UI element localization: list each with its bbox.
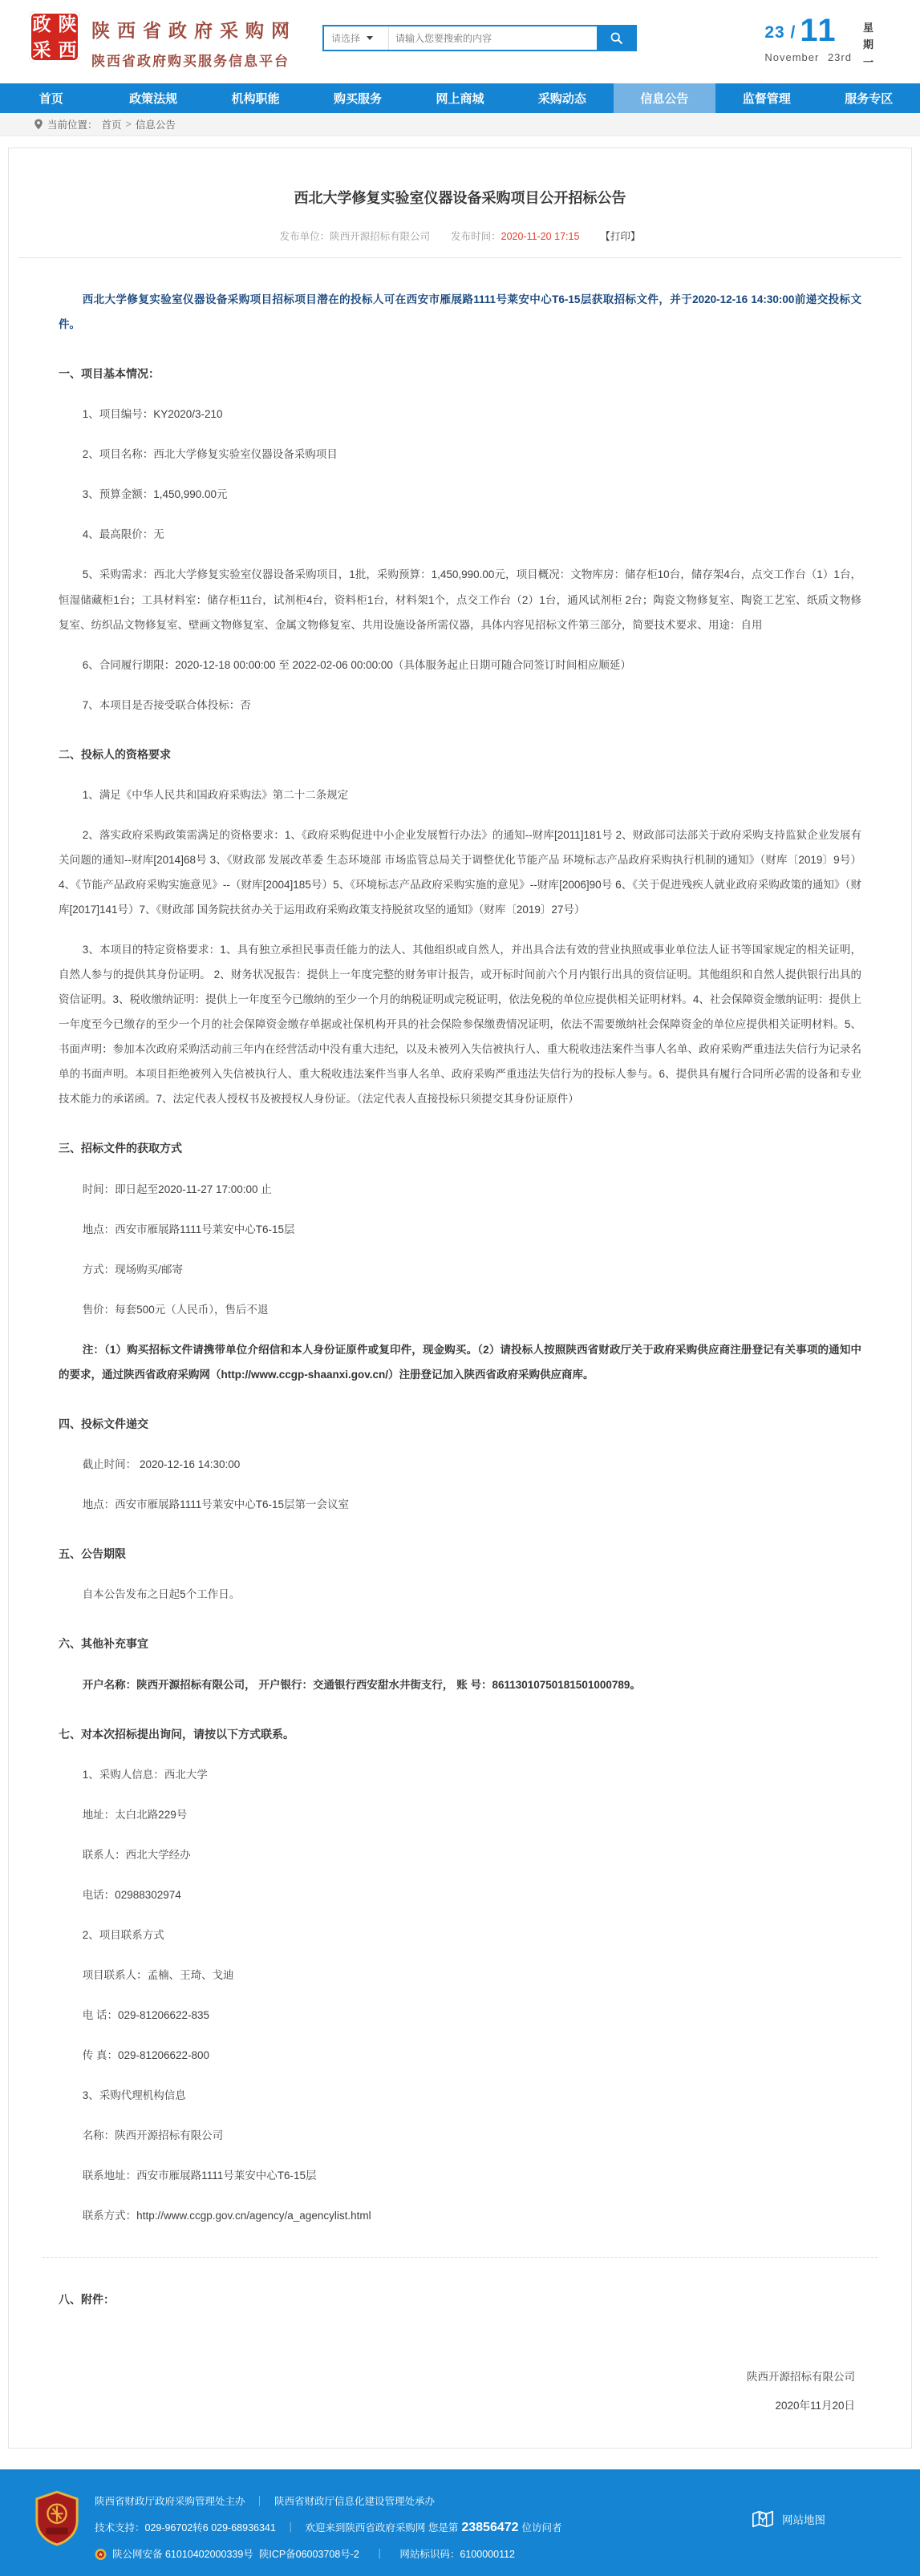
date-sub bbox=[764, 51, 852, 63]
breadcrumb-prefix: 当前位置： bbox=[47, 119, 98, 131]
sitemap-icon bbox=[751, 2508, 775, 2530]
date-day: 23 / bbox=[764, 23, 796, 42]
footer-welcome-suffix: 位访问者 bbox=[521, 2522, 562, 2534]
site-subtitle: 陕西省政府购买服务信息平台 bbox=[91, 54, 290, 69]
article-paragraph: 售价：每套500元（人民币），售后不退 bbox=[82, 1303, 269, 1316]
article-paragraph: 项目联系人：孟楠、王琦、戈迪 bbox=[82, 1969, 234, 1982]
meta-divider bbox=[18, 257, 902, 258]
sitemap-label: 网站地图 bbox=[782, 2514, 825, 2527]
article-paragraph: 联系人：西北大学经办 bbox=[82, 1848, 191, 1861]
date-month-name: November bbox=[764, 51, 820, 63]
signature-company: 陕西开源招标有限公司 bbox=[747, 2370, 855, 2383]
publisher-name: 陕西开源招标有限公司 bbox=[330, 231, 431, 242]
site-titles bbox=[91, 16, 297, 70]
publisher-label: 发布单位： bbox=[279, 231, 330, 242]
article-paragraph: 注：（1）购买招标文件请携带单位介绍信和本人身份证原件或复印件，现金购买。（2）请投标人按照陕西省财政厅关于政府采购供应商注册登记有关事项的通知中的要求，通过陕西省政府采购网（http://www.ccgp-shaanxi.gov.cn/）注册登记加入陕西省政府采购供应商库。 bbox=[59, 1343, 861, 1381]
site-logo bbox=[29, 11, 80, 63]
article-paragraph: 3、预算金额：1,450,990.00元 bbox=[82, 488, 228, 501]
section-heading: 四、投标文件递交 bbox=[59, 1417, 148, 1430]
article-paragraph: 2、项目联系方式 bbox=[82, 1929, 164, 1942]
article-paragraph: 1、项目编号：KY2020/3-210 bbox=[82, 408, 223, 421]
article-paragraph: 6、合同履行期限：2020-12-18 00:00:00 至 2022-02-06 00:00:00（具体服务起止日期可随合同签订时间相应顺延） bbox=[82, 658, 631, 671]
article-paragraph: 地点：西安市雁展路1111号莱安中心T6-15层 bbox=[82, 1223, 295, 1235]
section-heading: 八、附件： bbox=[59, 2293, 115, 2307]
breadcrumb-separator: > bbox=[125, 119, 132, 130]
article-paragraph: 1、采购人信息：西北大学 bbox=[82, 1768, 208, 1781]
print-button[interactable]: 【打印】 bbox=[600, 231, 641, 242]
breadcrumb-home-link[interactable]: 首页 bbox=[101, 119, 122, 131]
date-main bbox=[764, 13, 852, 49]
footer-co-organizer: 陕西省财政厅信息化建设管理处承办 bbox=[274, 2496, 436, 2508]
logo-char: 西 bbox=[58, 38, 77, 60]
beian-police-number[interactable]: 陕公网安备 61010402000339号 bbox=[112, 2549, 253, 2561]
date-day-ordinal: 23rd bbox=[827, 51, 852, 63]
date-weekday: 星 期 一 bbox=[862, 22, 873, 68]
article-paragraph: 电话：02988302974 bbox=[82, 1889, 181, 1901]
article-paragraph: 传 真：029-81206622-800 bbox=[82, 2049, 210, 2062]
nav-item-首页[interactable]: 首页 bbox=[39, 92, 63, 106]
logo-char: 政 bbox=[32, 13, 51, 34]
article-paragraph: 方式：现场购买/邮寄 bbox=[82, 1263, 183, 1276]
signature-block bbox=[59, 2363, 861, 2421]
breadcrumb-current: 信息公告 bbox=[135, 119, 176, 131]
nav-item-机构职能[interactable]: 机构职能 bbox=[231, 92, 280, 106]
nav-item-政策法规[interactable]: 政策法规 bbox=[129, 92, 178, 106]
search-select-label: 请选择 bbox=[331, 33, 361, 44]
top-header bbox=[0, 0, 920, 83]
article-meta bbox=[59, 228, 861, 243]
article-paragraph: 联系方式：http://www.ccgp.gov.cn/agency/a_agencylist.html bbox=[82, 2210, 371, 2222]
footer-welcome-prefix: 欢迎来到陕西省政府采购网 您是第 bbox=[305, 2522, 459, 2534]
date-widget bbox=[764, 13, 873, 71]
section-divider bbox=[43, 2257, 877, 2258]
search-icon bbox=[610, 31, 623, 45]
nav-item-采购动态[interactable]: 采购动态 bbox=[537, 92, 586, 106]
nav-item-信息公告[interactable]: 信息公告 bbox=[614, 83, 715, 113]
article-paragraph: 联系地址：西安市雁展路1111号莱安中心T6-15层 bbox=[82, 2170, 317, 2182]
section-heading: 五、公告期限 bbox=[59, 1547, 126, 1561]
breadcrumb bbox=[0, 113, 920, 136]
footer-tech-support: 技术支持：029-96702转6 029-68936341 bbox=[95, 2522, 276, 2534]
article-paragraph: 2、落实政府采购政策需满足的资格要求：1、《政府采购促进中小企业发展暂行办法》的通知--财库[2011]181号 2、财政部司法部关于政府采购支持监狱企业发展有关问题的通知--财库[2014]68号 3、《财政部 发展改革委 生态环境部 市场监管总局关于调整优化节能产品 环境标志产品政府采购执行机制的通知》（财库〔2019〕9号）4、《节能产品政府采购实施意见》--（财库[2004]185号）5、《环境标志产品政府采购实施的意见》--财库[2006]90号 6、《关于促进残疾人就业政府采购政策的通知》（财库[2017]141号）7、《财政部 国务院扶贫办关于运用政府采购政策支持脱贫攻坚的通知》（财库〔2019〕27号） bbox=[59, 828, 861, 916]
publish-time-label: 发布时间： bbox=[451, 231, 501, 242]
site-footer bbox=[0, 2469, 920, 2576]
section-heading: 七、对本次招标提出询问，请按以下方式联系。 bbox=[59, 1727, 294, 1741]
article-paragraph: 地点：西安市雁展路1111号莱安中心T6-15层第一会议室 bbox=[82, 1498, 349, 1511]
chevron-down-icon bbox=[367, 36, 373, 40]
announcement-card bbox=[8, 148, 912, 2449]
article-paragraph: 地址：太白北路229号 bbox=[82, 1808, 188, 1821]
visitor-count: 23856472 bbox=[461, 2521, 519, 2535]
logo-char: 陕 bbox=[58, 13, 77, 34]
section-heading: 三、招标文件的获取方式 bbox=[59, 1142, 182, 1155]
page-title: 西北大学修复实验室仪器设备采购项目公开招标公告 bbox=[294, 190, 626, 206]
article-body bbox=[59, 287, 861, 2313]
article-paragraph: 时间：即日起至2020-11-27 17:00:00 止 bbox=[82, 1183, 272, 1195]
beian-icp-number[interactable]: 陕ICP备06003708号-2 bbox=[258, 2549, 359, 2561]
nav-item-服务专区[interactable]: 服务专区 bbox=[845, 92, 894, 106]
article-paragraph: 5、采购需求：西北大学修复实验室仪器设备采购项目，1批，采购预算：1,450,990.00元，项目概况：文物库房：储存柜10台，储存架4台，点交工作台（1）1台，恒湿储藏柜1台；工具材料室：储存柜11台，试剂柜4台，资料柜1台，材料架1个，点交工作台（2）1台，通风试剂柜 2台；陶瓷文物修复室、陶瓷工艺室、纸质文物修复室、纺织品文物修复室、壁画文物修复室、金属文物修复室、共用设施设备所需仪器，具体内容见招标文件第三部分，简要技术要求、用途：自用 bbox=[59, 568, 861, 631]
article-paragraph: 电 话：029-81206622-835 bbox=[82, 2009, 210, 2022]
footer-beian-line: 陕公网安备 61010402000339号 陕ICP备06003708号-2 ｜ 网站标识码：6100000112 bbox=[95, 2543, 920, 2566]
article-paragraph: 西北大学修复实验室仪器设备采购项目招标项目潜在的投标人可在西安市雁展路1111号莱安中心T6-15层获取招标文件，并于2020-12-16 14:30:00前递交投标文件。 bbox=[59, 293, 861, 331]
section-heading: 六、其他补充事宜 bbox=[59, 1637, 148, 1651]
article-paragraph: 开户名称：陕西开源招标有限公司， 开户银行：交通银行西安甜水井街支行， 账 号：86113010750181501000789。 bbox=[82, 1678, 641, 1691]
date-month: 11 bbox=[800, 13, 837, 48]
article-paragraph: 3、采购代理机构信息 bbox=[82, 2089, 186, 2102]
search-bar bbox=[322, 25, 637, 51]
site-code: 网站标识码：6100000112 bbox=[399, 2549, 515, 2561]
signature-date: 2020年11月20日 bbox=[775, 2400, 855, 2412]
article-paragraph: 1、满足《中华人民共和国政府采购法》第二十二条规定 bbox=[82, 788, 349, 801]
article-paragraph: 7、本项目是否接受联合体投标：否 bbox=[82, 698, 251, 711]
article-paragraph: 截止时间： 2020-12-16 14:30:00 bbox=[82, 1458, 241, 1471]
section-heading: 二、投标人的资格要求 bbox=[59, 747, 171, 761]
site-name: 陕西省政府采购网 bbox=[91, 20, 297, 41]
sitemap-link[interactable] bbox=[751, 2508, 825, 2530]
search-category-select[interactable] bbox=[324, 26, 388, 50]
article-paragraph: 3、本项目的特定资格要求：1、具有独立承担民事责任能力的法人、其他组织或自然人，并出具合法有效的营业执照或事业单位法人证书等国家规定的相关证明，自然人参与的提供其身份证明。 2、财务状况报告：提供上一年度完整的财务审计报告，或开标时间前六个月内银行出具的资信证明。其他组织和自然人提供银行出具的资信证明。3、税收缴纳证明：提供上一年度至今已缴纳的至少一个月的纳税证明或完税证明，依法免税的单位应提供相关证明材料。4、社会保障资金缴纳证明：提供上一年度至今已缴存的至少一个月的社会保障资金缴存单据或社保机构开具的社会保险参保缴费情况证明，依法不需要缴纳社会保障资金的单位应提供相关证明材料。5、书面声明：参加本次政府采购活动前三年内在经营活动中没有重大违纪，以及未被列入失信被执行人、重大税收违法案件当事人名单、政府采购严重违法失信行为记录名单的书面声明。本项目拒绝被列入失信被执行人、重大税收违法案件当事人名单、政府采购严重违法失信行为的投标人参与。6、提供具有履行合同所必需的设备和专业技术能力的承诺函。7、法定代表人授权书及被授权人身份证。（法定代表人直接投标只须提交其身份证原件） bbox=[59, 944, 861, 1106]
article-paragraph: 自本公告发布之日起5个工作日。 bbox=[82, 1588, 241, 1601]
footer-tech-line: 技术支持：029-96702转6 029-68936341 ｜ 欢迎来到陕西省政府采购网 您是第 23856472 位访问者 bbox=[95, 2521, 562, 2535]
search-button[interactable] bbox=[597, 26, 635, 50]
location-pin-icon bbox=[34, 119, 43, 130]
footer-organizers: 陕西省财政厅政府采购管理处主办 ｜ 陕西省财政厅信息化建设管理处承办 bbox=[95, 2496, 436, 2508]
police-badge-icon bbox=[95, 2548, 107, 2561]
article-paragraph: 名称：陕西开源招标有限公司 bbox=[82, 2129, 224, 2142]
footer-organizer: 陕西省财政厅政府采购管理处主办 bbox=[95, 2496, 245, 2508]
article-paragraph: 2、项目名称：西北大学修复实验室仪器设备采购项目 bbox=[82, 448, 338, 461]
main-nav bbox=[0, 83, 920, 113]
logo-char: 采 bbox=[32, 38, 51, 60]
government-emblem bbox=[34, 2490, 80, 2546]
nav-item-购买服务[interactable]: 购买服务 bbox=[334, 92, 383, 106]
search-input[interactable] bbox=[388, 26, 597, 50]
section-heading: 一、项目基本情况： bbox=[59, 367, 160, 381]
publish-time: 2020-11-20 17:15 bbox=[501, 231, 580, 242]
article-paragraph: 4、最高限价：无 bbox=[82, 528, 164, 541]
nav-item-网上商城[interactable]: 网上商城 bbox=[436, 92, 484, 106]
nav-item-监督管理[interactable]: 监督管理 bbox=[742, 92, 791, 106]
